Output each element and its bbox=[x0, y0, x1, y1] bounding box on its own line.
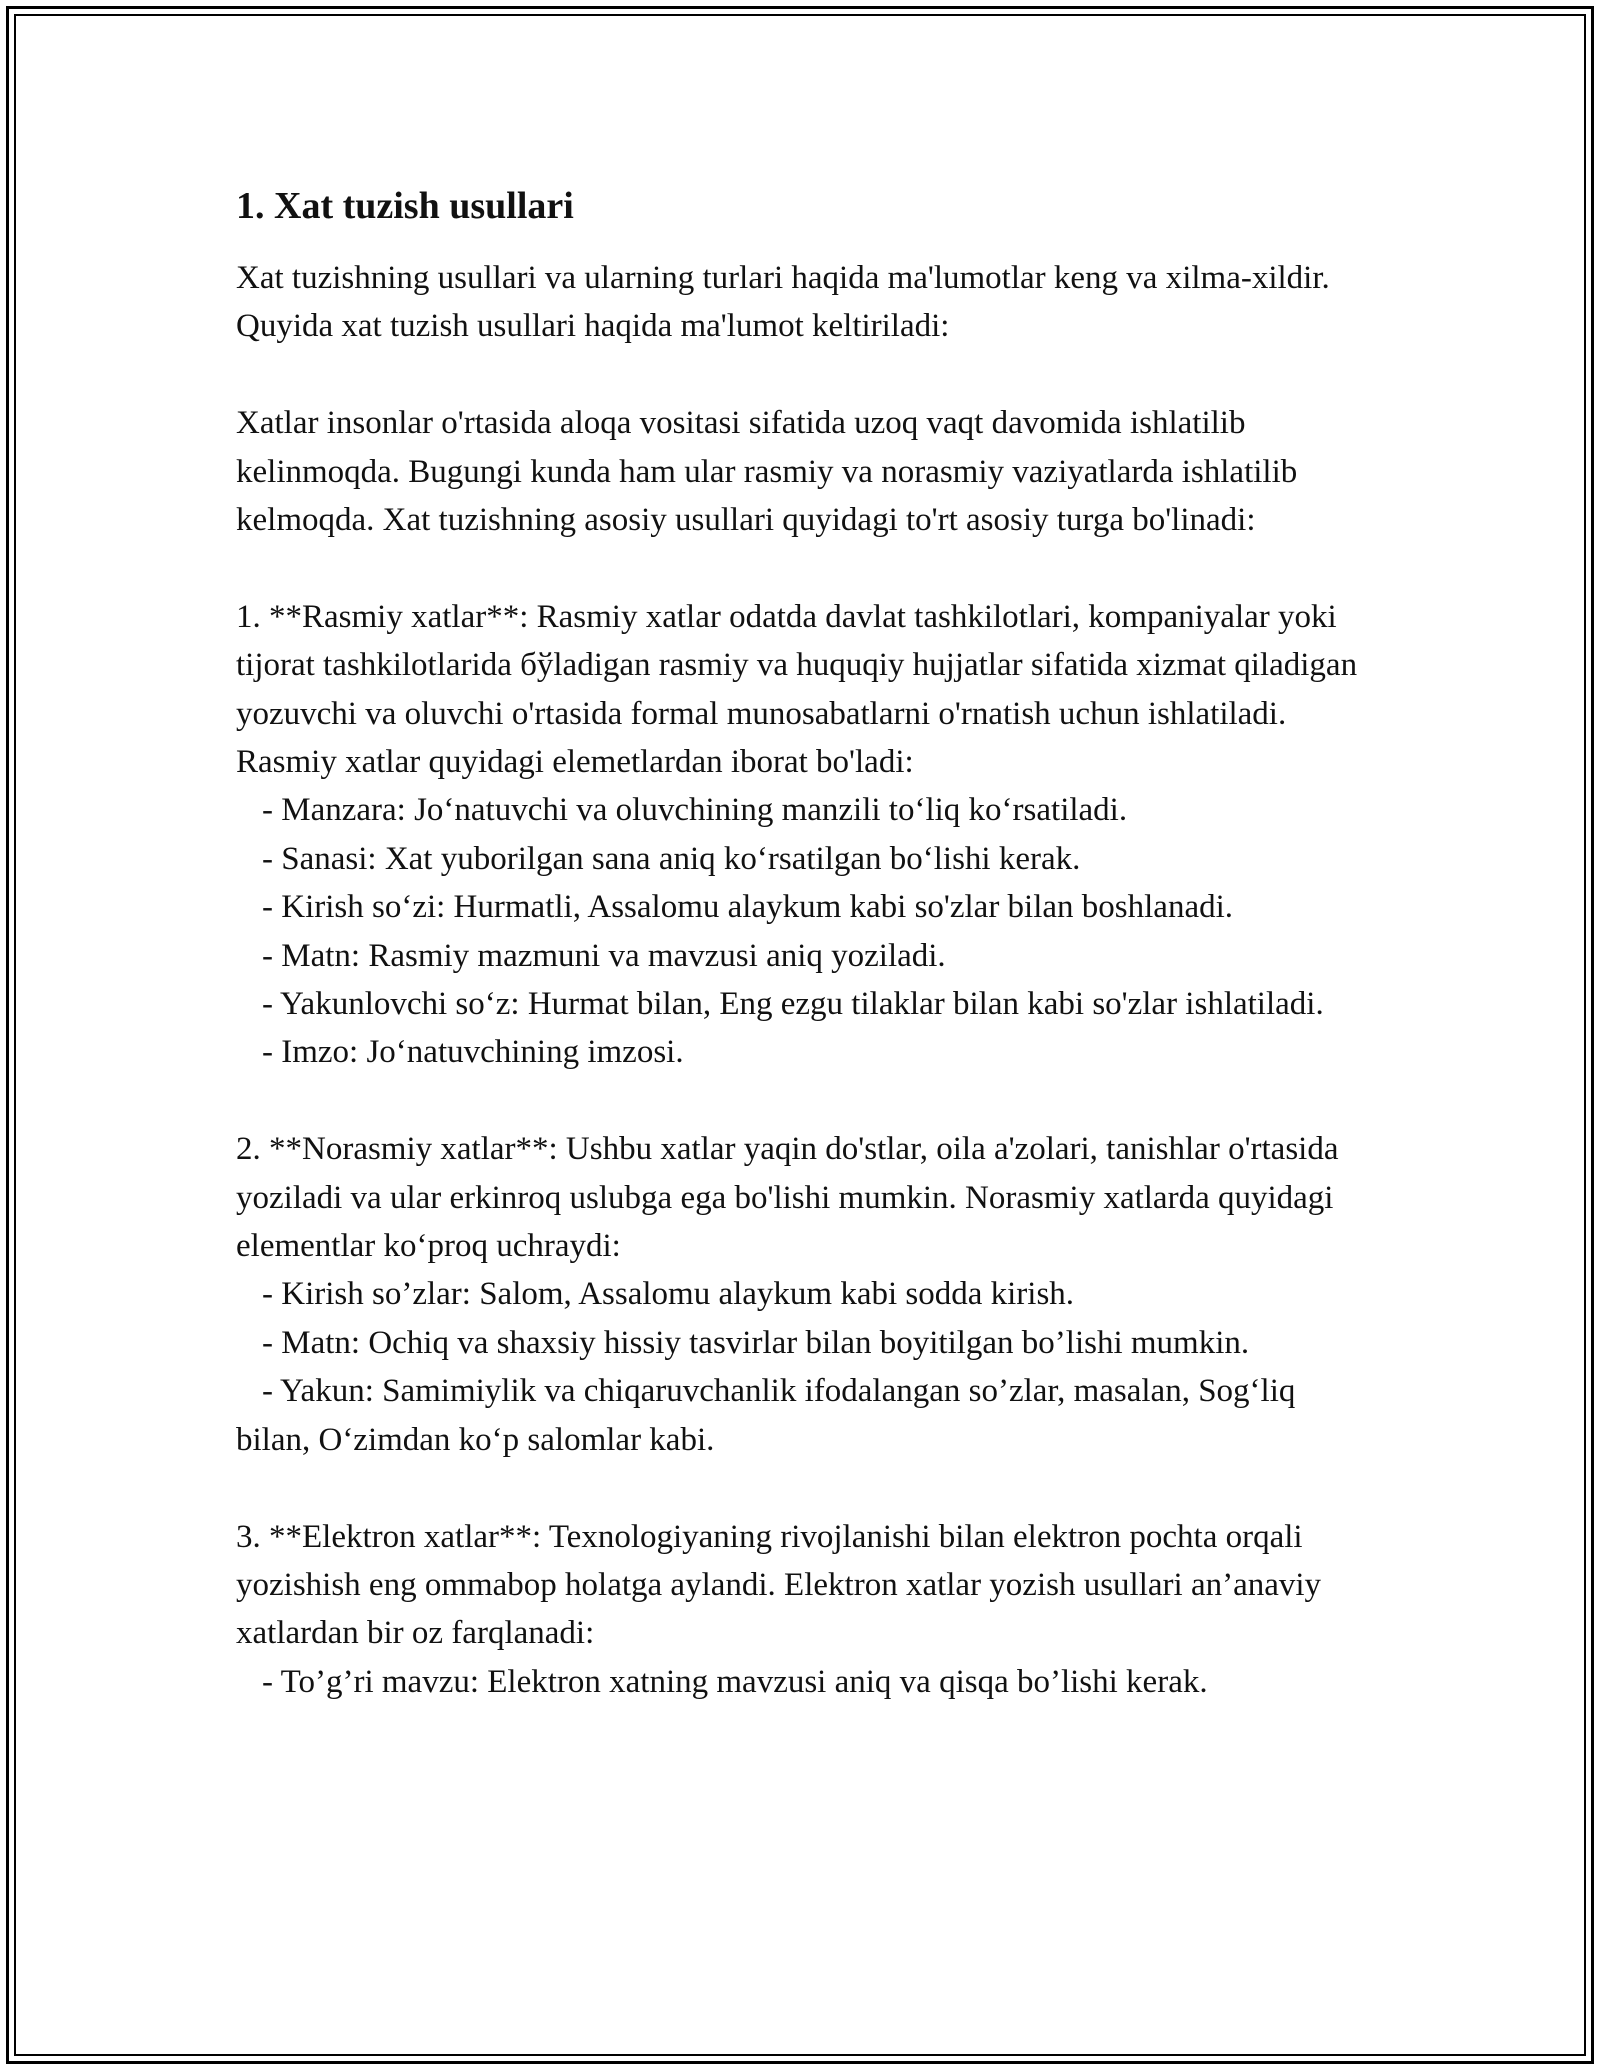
formal-item-greeting: - Kirish so‘zi: Hurmatli, Assalomu alaykum kabi so'zlar bilan boshlanadi. bbox=[262, 889, 1234, 926]
overview-paragraph: Xatlar insonlar o'rtasida aloqa vositasi sifatida uzoq vaqt davomida ishlatilib kelinmoqda. Bugungi kunda ham ular rasmiy va norasmiy vaziyatlarda ishlatilib kelmoqda. Xat tuzishning asosiy usullari quyidagi to'rt asosiy turga bo'linadi: bbox=[236, 405, 1298, 539]
informal-item-greeting: - Kirish so’zlar: Salom, Assalomu alaykum kabi sodda kirish. bbox=[262, 1276, 1075, 1313]
informal-letters-paragraph: 2. **Norasmiy xatlar**: Ushbu xatlar yaqin do'stlar, oila a'zolari, tanishlar o'rtasida yoziladi va ular erkinroq uslubga ega bo'lishi mumkin. Norasmiy xatlarda quyidagi elementlar ko‘proq uchraydi: bbox=[236, 1131, 1339, 1265]
formal-item-body: - Matn: Rasmiy mazmuni va mavzusi aniq yoziladi. bbox=[262, 937, 946, 974]
formal-item-address: - Manzara: Jo‘natuvchi va oluvchining manzili to‘liq ko‘rsatiladi. bbox=[262, 792, 1128, 829]
informal-item-closing: - Yakun: Samimiylik va chiqaruvchanlik ifodalangan so’zlar, masalan, Sog‘liq bilan, O‘zimdan ko‘p salomlar kabi. bbox=[236, 1373, 1296, 1458]
formal-item-closing: - Yakunlovchi so‘z: Hurmat bilan, Eng ezgu tilaklar bilan kabi so'zlar ishlatiladi. bbox=[262, 986, 1324, 1023]
formal-item-date: - Sanasi: Xat yuborilgan sana aniq ko‘rsatilgan bo‘lishi kerak. bbox=[262, 840, 1081, 877]
intro-paragraph: Xat tuzishning usullari va ularning turlari haqida ma'lumotlar keng va xilma-xildir. Quyida xat tuzish usullari haqida ma'lumot keltiriladi: bbox=[236, 260, 1330, 345]
electronic-item-subject: - To’g’ri mavzu: Elektron xatning mavzusi aniq va qisqa bo’lishi kerak. bbox=[262, 1663, 1208, 1700]
document-body bbox=[236, 182, 1376, 1706]
formal-item-signature: - Imzo: Jo‘natuvchining imzosi. bbox=[262, 1034, 684, 1071]
formal-letters-paragraph: 1. **Rasmiy xatlar**: Rasmiy xatlar odatda davlat tashkilotlari, kompaniyalar yoki tijorat tashkilotlarida бўladigan rasmiy va huquqiy hujjatlar sifatida xizmat qiladigan yozuvchi va oluvchi o'rtasida formal munosabatlarni o'rnatish uchun ishlatiladi. Rasmiy xatlar quyidagi elemetlardan iborat bo'ladi: bbox=[236, 598, 1358, 781]
electronic-letters-paragraph: 3. **Elektron xatlar**: Texnologiyaning rivojlanishi bilan elektron pochta orqali yozishish eng ommabop holatga aylandi. Elektron xatlar yozish usullari an’anaviy xatlardan bir oz farqlanadi: bbox=[236, 1518, 1322, 1652]
section-heading: 1. Xat tuzish usullari bbox=[236, 185, 574, 227]
informal-item-body: - Matn: Ochiq va shaxsiy hissiy tasvirlar bilan boyitilgan bo’lishi mumkin. bbox=[262, 1324, 1250, 1361]
